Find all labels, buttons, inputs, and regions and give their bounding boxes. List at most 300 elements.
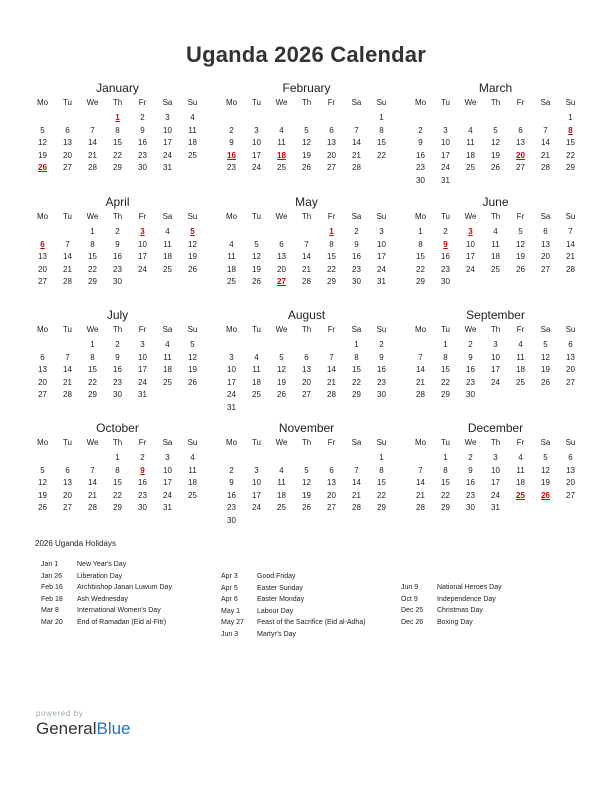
day-cell[interactable]: 8	[443, 352, 448, 362]
day-cell[interactable]: 1	[568, 113, 573, 122]
day-cell[interactable]: 12	[188, 352, 197, 362]
day-cell[interactable]: 12	[541, 352, 550, 362]
day-cell[interactable]: 13	[541, 239, 550, 249]
day-cell[interactable]: 10	[227, 365, 236, 375]
day-cell[interactable]: 28	[88, 503, 97, 513]
day-cell[interactable]: 8	[115, 125, 120, 135]
day-cell[interactable]: 5	[493, 125, 498, 135]
holiday-day-cell[interactable]: 26	[38, 163, 47, 173]
day-cell[interactable]: 3	[165, 113, 170, 122]
day-cell[interactable]: 11	[491, 239, 500, 249]
day-cell[interactable]: 2	[354, 227, 359, 236]
holiday-day-cell[interactable]: 20	[516, 150, 525, 160]
day-cell[interactable]: 17	[377, 252, 386, 262]
day-cell[interactable]: 15	[566, 138, 575, 148]
day-cell[interactable]: 2	[115, 340, 120, 349]
day-cell[interactable]: 1	[443, 340, 448, 349]
day-cell[interactable]: 14	[63, 252, 72, 262]
day-cell[interactable]: 24	[252, 503, 261, 513]
holiday-day-cell[interactable]: 8	[568, 125, 573, 135]
day-cell[interactable]: 29	[377, 503, 386, 513]
day-cell[interactable]: 22	[377, 150, 386, 160]
day-cell[interactable]: 7	[354, 125, 359, 135]
day-cell[interactable]: 18	[188, 478, 197, 488]
day-cell[interactable]: 26	[188, 377, 197, 387]
day-cell[interactable]: 22	[327, 264, 336, 274]
day-cell[interactable]: 14	[63, 365, 72, 375]
day-cell[interactable]: 8	[115, 465, 120, 475]
day-cell[interactable]: 13	[63, 478, 72, 488]
day-cell[interactable]: 7	[354, 465, 359, 475]
day-cell[interactable]: 8	[354, 352, 359, 362]
day-cell[interactable]: 1	[379, 113, 384, 122]
day-cell[interactable]: 8	[443, 465, 448, 475]
day-cell[interactable]: 23	[466, 490, 475, 500]
day-cell[interactable]: 26	[491, 163, 500, 173]
day-cell[interactable]: 16	[138, 478, 147, 488]
day-cell[interactable]: 2	[140, 113, 145, 122]
day-cell[interactable]: 14	[327, 365, 336, 375]
day-cell[interactable]: 14	[416, 478, 425, 488]
day-cell[interactable]: 15	[88, 365, 97, 375]
day-cell[interactable]: 30	[416, 175, 425, 185]
day-cell[interactable]: 11	[188, 125, 197, 135]
day-cell[interactable]: 18	[491, 252, 500, 262]
day-cell[interactable]: 28	[63, 390, 72, 400]
day-cell[interactable]: 24	[491, 377, 500, 387]
holiday-day-cell[interactable]: 27	[277, 277, 286, 287]
day-cell[interactable]: 4	[229, 239, 234, 249]
day-cell[interactable]: 14	[352, 478, 361, 488]
day-cell[interactable]: 1	[90, 340, 95, 349]
day-cell[interactable]: 30	[466, 390, 475, 400]
day-cell[interactable]: 18	[163, 252, 172, 262]
day-cell[interactable]: 30	[377, 390, 386, 400]
day-cell[interactable]: 4	[279, 125, 284, 135]
day-cell[interactable]: 13	[38, 365, 47, 375]
day-cell[interactable]: 25	[277, 503, 286, 513]
day-cell[interactable]: 22	[416, 264, 425, 274]
day-cell[interactable]: 20	[302, 377, 311, 387]
day-cell[interactable]: 24	[252, 163, 261, 173]
day-cell[interactable]: 7	[90, 125, 95, 135]
day-cell[interactable]: 20	[541, 252, 550, 262]
day-cell[interactable]: 16	[466, 365, 475, 375]
day-cell[interactable]: 10	[252, 478, 261, 488]
day-cell[interactable]: 19	[252, 264, 261, 274]
day-cell[interactable]: 22	[377, 490, 386, 500]
day-cell[interactable]: 12	[252, 252, 261, 262]
day-cell[interactable]: 12	[38, 138, 47, 148]
day-cell[interactable]: 21	[416, 490, 425, 500]
day-cell[interactable]: 29	[441, 390, 450, 400]
day-cell[interactable]: 13	[566, 465, 575, 475]
day-cell[interactable]: 29	[566, 163, 575, 173]
day-cell[interactable]: 13	[327, 138, 336, 148]
day-cell[interactable]: 29	[416, 277, 425, 287]
day-cell[interactable]: 13	[63, 138, 72, 148]
day-cell[interactable]: 13	[38, 252, 47, 262]
day-cell[interactable]: 4	[493, 227, 498, 236]
day-cell[interactable]: 23	[113, 264, 122, 274]
day-cell[interactable]: 24	[163, 490, 172, 500]
day-cell[interactable]: 29	[441, 503, 450, 513]
day-cell[interactable]: 17	[466, 252, 475, 262]
day-cell[interactable]: 10	[466, 239, 475, 249]
day-cell[interactable]: 1	[354, 340, 359, 349]
day-cell[interactable]: 23	[441, 264, 450, 274]
day-cell[interactable]: 6	[568, 453, 573, 462]
day-cell[interactable]: 17	[138, 365, 147, 375]
day-cell[interactable]: 27	[327, 163, 336, 173]
day-cell[interactable]: 17	[163, 138, 172, 148]
holiday-day-cell[interactable]: 5	[190, 227, 195, 236]
day-cell[interactable]: 6	[304, 352, 309, 362]
day-cell[interactable]: 25	[163, 264, 172, 274]
day-cell[interactable]: 21	[327, 377, 336, 387]
day-cell[interactable]: 8	[379, 465, 384, 475]
day-cell[interactable]: 12	[516, 239, 525, 249]
day-cell[interactable]: 9	[229, 138, 234, 148]
day-cell[interactable]: 28	[302, 277, 311, 287]
day-cell[interactable]: 12	[302, 138, 311, 148]
day-cell[interactable]: 17	[252, 490, 261, 500]
day-cell[interactable]: 13	[516, 138, 525, 148]
day-cell[interactable]: 5	[279, 352, 284, 362]
day-cell[interactable]: 17	[491, 365, 500, 375]
day-cell[interactable]: 15	[416, 252, 425, 262]
day-cell[interactable]: 6	[543, 227, 548, 236]
day-cell[interactable]: 18	[163, 365, 172, 375]
day-cell[interactable]: 28	[416, 390, 425, 400]
day-cell[interactable]: 23	[352, 264, 361, 274]
day-cell[interactable]: 9	[140, 125, 145, 135]
day-cell[interactable]: 1	[443, 453, 448, 462]
day-cell[interactable]: 2	[468, 453, 473, 462]
day-cell[interactable]: 20	[277, 264, 286, 274]
day-cell[interactable]: 18	[227, 264, 236, 274]
day-cell[interactable]: 10	[491, 465, 500, 475]
day-cell[interactable]: 12	[277, 365, 286, 375]
day-cell[interactable]: 20	[63, 490, 72, 500]
day-cell[interactable]: 17	[441, 150, 450, 160]
day-cell[interactable]: 14	[416, 365, 425, 375]
day-cell[interactable]: 20	[327, 150, 336, 160]
day-cell[interactable]: 27	[63, 163, 72, 173]
day-cell[interactable]: 3	[379, 227, 384, 236]
day-cell[interactable]: 13	[277, 252, 286, 262]
day-cell[interactable]: 15	[377, 138, 386, 148]
day-cell[interactable]: 18	[516, 365, 525, 375]
day-cell[interactable]: 7	[543, 125, 548, 135]
holiday-day-cell[interactable]: 26	[541, 490, 550, 500]
day-cell[interactable]: 14	[566, 239, 575, 249]
day-cell[interactable]: 2	[115, 227, 120, 236]
day-cell[interactable]: 29	[352, 390, 361, 400]
day-cell[interactable]: 25	[188, 150, 197, 160]
day-cell[interactable]: 22	[113, 150, 122, 160]
day-cell[interactable]: 4	[279, 465, 284, 475]
day-cell[interactable]: 28	[566, 264, 575, 274]
day-cell[interactable]: 30	[441, 277, 450, 287]
day-cell[interactable]: 30	[138, 163, 147, 173]
day-cell[interactable]: 14	[88, 138, 97, 148]
day-cell[interactable]: 4	[165, 340, 170, 349]
day-cell[interactable]: 7	[418, 352, 423, 362]
day-cell[interactable]: 25	[516, 377, 525, 387]
day-cell[interactable]: 19	[188, 252, 197, 262]
day-cell[interactable]: 27	[541, 264, 550, 274]
day-cell[interactable]: 24	[227, 390, 236, 400]
day-cell[interactable]: 15	[88, 252, 97, 262]
day-cell[interactable]: 15	[113, 138, 122, 148]
day-cell[interactable]: 10	[491, 352, 500, 362]
day-cell[interactable]: 2	[443, 227, 448, 236]
day-cell[interactable]: 30	[227, 515, 236, 525]
day-cell[interactable]: 1	[90, 227, 95, 236]
day-cell[interactable]: 29	[327, 277, 336, 287]
day-cell[interactable]: 9	[468, 352, 473, 362]
day-cell[interactable]: 19	[302, 150, 311, 160]
day-cell[interactable]: 5	[518, 227, 523, 236]
day-cell[interactable]: 16	[416, 150, 425, 160]
day-cell[interactable]: 1	[418, 227, 423, 236]
day-cell[interactable]: 31	[441, 175, 450, 185]
day-cell[interactable]: 17	[227, 377, 236, 387]
day-cell[interactable]: 25	[491, 264, 500, 274]
day-cell[interactable]: 13	[327, 478, 336, 488]
day-cell[interactable]: 25	[252, 390, 261, 400]
day-cell[interactable]: 13	[302, 365, 311, 375]
day-cell[interactable]: 16	[441, 252, 450, 262]
day-cell[interactable]: 5	[304, 465, 309, 475]
day-cell[interactable]: 18	[188, 138, 197, 148]
holiday-day-cell[interactable]: 16	[227, 150, 236, 160]
day-cell[interactable]: 31	[163, 163, 172, 173]
day-cell[interactable]: 28	[541, 163, 550, 173]
day-cell[interactable]: 14	[88, 478, 97, 488]
day-cell[interactable]: 15	[441, 478, 450, 488]
day-cell[interactable]: 27	[38, 390, 47, 400]
day-cell[interactable]: 21	[416, 377, 425, 387]
day-cell[interactable]: 29	[88, 390, 97, 400]
day-cell[interactable]: 19	[541, 365, 550, 375]
day-cell[interactable]: 7	[65, 239, 70, 249]
day-cell[interactable]: 11	[516, 352, 525, 362]
day-cell[interactable]: 6	[329, 465, 334, 475]
day-cell[interactable]: 27	[516, 163, 525, 173]
day-cell[interactable]: 17	[138, 252, 147, 262]
day-cell[interactable]: 24	[138, 377, 147, 387]
day-cell[interactable]: 15	[327, 252, 336, 262]
day-cell[interactable]: 6	[279, 239, 284, 249]
day-cell[interactable]: 25	[163, 377, 172, 387]
day-cell[interactable]: 9	[115, 239, 120, 249]
day-cell[interactable]: 25	[188, 490, 197, 500]
day-cell[interactable]: 31	[491, 503, 500, 513]
day-cell[interactable]: 28	[416, 503, 425, 513]
day-cell[interactable]: 11	[516, 465, 525, 475]
day-cell[interactable]: 6	[65, 465, 70, 475]
day-cell[interactable]: 11	[227, 252, 236, 262]
day-cell[interactable]: 22	[88, 264, 97, 274]
day-cell[interactable]: 26	[302, 503, 311, 513]
day-cell[interactable]: 21	[88, 490, 97, 500]
day-cell[interactable]: 23	[113, 377, 122, 387]
day-cell[interactable]: 21	[566, 252, 575, 262]
day-cell[interactable]: 10	[252, 138, 261, 148]
day-cell[interactable]: 27	[566, 377, 575, 387]
day-cell[interactable]: 8	[90, 352, 95, 362]
day-cell[interactable]: 6	[65, 125, 70, 135]
holiday-day-cell[interactable]: 9	[443, 239, 448, 249]
day-cell[interactable]: 12	[491, 138, 500, 148]
day-cell[interactable]: 7	[90, 465, 95, 475]
day-cell[interactable]: 26	[516, 264, 525, 274]
day-cell[interactable]: 10	[163, 465, 172, 475]
day-cell[interactable]: 16	[138, 138, 147, 148]
day-cell[interactable]: 16	[113, 252, 122, 262]
day-cell[interactable]: 18	[277, 490, 286, 500]
day-cell[interactable]: 13	[566, 352, 575, 362]
day-cell[interactable]: 28	[88, 163, 97, 173]
day-cell[interactable]: 22	[441, 377, 450, 387]
day-cell[interactable]: 20	[38, 264, 47, 274]
day-cell[interactable]: 19	[38, 490, 47, 500]
holiday-day-cell[interactable]: 9	[140, 465, 145, 475]
day-cell[interactable]: 16	[466, 478, 475, 488]
day-cell[interactable]: 3	[229, 352, 234, 362]
day-cell[interactable]: 15	[113, 478, 122, 488]
day-cell[interactable]: 31	[377, 277, 386, 287]
day-cell[interactable]: 24	[138, 264, 147, 274]
day-cell[interactable]: 4	[190, 453, 195, 462]
day-cell[interactable]: 7	[304, 239, 309, 249]
day-cell[interactable]: 26	[252, 277, 261, 287]
day-cell[interactable]: 5	[543, 453, 548, 462]
day-cell[interactable]: 24	[377, 264, 386, 274]
day-cell[interactable]: 3	[140, 340, 145, 349]
day-cell[interactable]: 30	[113, 390, 122, 400]
holiday-day-cell[interactable]: 1	[329, 227, 334, 236]
day-cell[interactable]: 31	[227, 402, 236, 412]
day-cell[interactable]: 2	[468, 340, 473, 349]
day-cell[interactable]: 5	[304, 125, 309, 135]
day-cell[interactable]: 7	[418, 465, 423, 475]
day-cell[interactable]: 9	[354, 239, 359, 249]
day-cell[interactable]: 23	[227, 163, 236, 173]
holiday-day-cell[interactable]: 25	[516, 490, 525, 500]
day-cell[interactable]: 8	[418, 239, 423, 249]
day-cell[interactable]: 8	[90, 239, 95, 249]
day-cell[interactable]: 12	[302, 478, 311, 488]
day-cell[interactable]: 23	[138, 150, 147, 160]
day-cell[interactable]: 30	[138, 503, 147, 513]
day-cell[interactable]: 28	[352, 163, 361, 173]
day-cell[interactable]: 21	[352, 490, 361, 500]
day-cell[interactable]: 22	[441, 490, 450, 500]
day-cell[interactable]: 24	[491, 490, 500, 500]
day-cell[interactable]: 21	[63, 377, 72, 387]
day-cell[interactable]: 16	[113, 365, 122, 375]
day-cell[interactable]: 21	[541, 150, 550, 160]
holiday-day-cell[interactable]: 6	[40, 239, 45, 249]
day-cell[interactable]: 15	[377, 478, 386, 488]
day-cell[interactable]: 14	[352, 138, 361, 148]
day-cell[interactable]: 17	[491, 478, 500, 488]
day-cell[interactable]: 6	[568, 340, 573, 349]
day-cell[interactable]: 6	[518, 125, 523, 135]
day-cell[interactable]: 3	[254, 125, 259, 135]
day-cell[interactable]: 8	[329, 239, 334, 249]
day-cell[interactable]: 18	[516, 478, 525, 488]
day-cell[interactable]: 25	[227, 277, 236, 287]
day-cell[interactable]: 9	[468, 465, 473, 475]
day-cell[interactable]: 5	[543, 340, 548, 349]
day-cell[interactable]: 6	[329, 125, 334, 135]
day-cell[interactable]: 4	[468, 125, 473, 135]
day-cell[interactable]: 30	[466, 503, 475, 513]
day-cell[interactable]: 24	[466, 264, 475, 274]
day-cell[interactable]: 5	[40, 465, 45, 475]
day-cell[interactable]: 3	[443, 125, 448, 135]
day-cell[interactable]: 2	[418, 125, 423, 135]
day-cell[interactable]: 11	[277, 138, 286, 148]
day-cell[interactable]: 9	[115, 352, 120, 362]
day-cell[interactable]: 15	[352, 365, 361, 375]
day-cell[interactable]: 27	[63, 503, 72, 513]
day-cell[interactable]: 23	[377, 377, 386, 387]
day-cell[interactable]: 14	[302, 252, 311, 262]
day-cell[interactable]: 10	[441, 138, 450, 148]
day-cell[interactable]: 23	[466, 377, 475, 387]
day-cell[interactable]: 17	[163, 478, 172, 488]
day-cell[interactable]: 5	[40, 125, 45, 135]
day-cell[interactable]: 22	[566, 150, 575, 160]
day-cell[interactable]: 26	[302, 163, 311, 173]
day-cell[interactable]: 21	[88, 150, 97, 160]
day-cell[interactable]: 12	[188, 239, 197, 249]
day-cell[interactable]: 11	[252, 365, 261, 375]
day-cell[interactable]: 10	[163, 125, 172, 135]
day-cell[interactable]: 26	[277, 390, 286, 400]
day-cell[interactable]: 24	[441, 163, 450, 173]
day-cell[interactable]: 21	[352, 150, 361, 160]
day-cell[interactable]: 6	[40, 352, 45, 362]
day-cell[interactable]: 22	[352, 377, 361, 387]
day-cell[interactable]: 26	[541, 377, 550, 387]
day-cell[interactable]: 25	[466, 163, 475, 173]
day-cell[interactable]: 1	[115, 453, 120, 462]
day-cell[interactable]: 11	[188, 465, 197, 475]
day-cell[interactable]: 31	[138, 390, 147, 400]
day-cell[interactable]: 1	[379, 453, 384, 462]
day-cell[interactable]: 4	[190, 113, 195, 122]
day-cell[interactable]: 16	[352, 252, 361, 262]
day-cell[interactable]: 11	[163, 352, 172, 362]
day-cell[interactable]: 20	[566, 365, 575, 375]
day-cell[interactable]: 27	[38, 277, 47, 287]
day-cell[interactable]: 7	[65, 352, 70, 362]
holiday-day-cell[interactable]: 1	[115, 113, 120, 122]
day-cell[interactable]: 19	[188, 365, 197, 375]
day-cell[interactable]: 11	[163, 239, 172, 249]
day-cell[interactable]: 23	[227, 503, 236, 513]
day-cell[interactable]: 29	[88, 277, 97, 287]
day-cell[interactable]: 11	[277, 478, 286, 488]
day-cell[interactable]: 10	[377, 239, 386, 249]
day-cell[interactable]: 23	[416, 163, 425, 173]
